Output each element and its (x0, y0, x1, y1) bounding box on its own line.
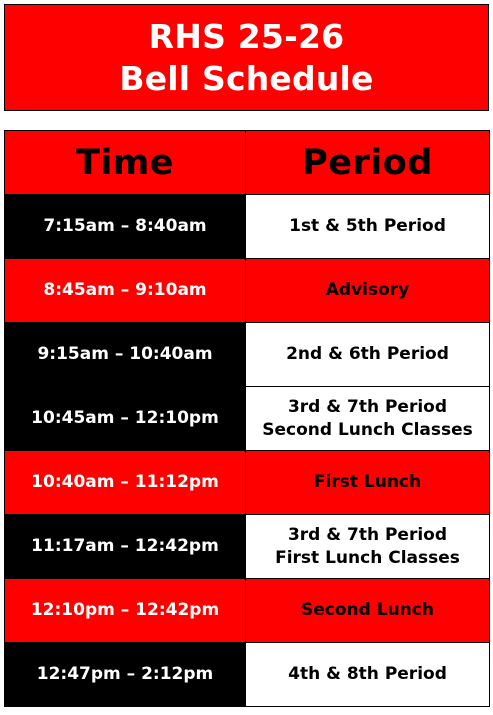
period-cell: 4th & 8th Period (246, 643, 490, 707)
title-bell-schedule: Bell Schedule (119, 58, 374, 98)
period-cell: Advisory (246, 259, 490, 323)
time-cell: 10:40am – 11:12pm (5, 451, 246, 515)
period-cell: Second Lunch (246, 579, 490, 643)
time-cell: 12:47pm – 2:12pm (5, 643, 246, 707)
table-row (5, 451, 490, 515)
time-cell: 9:15am – 10:40am (5, 323, 246, 387)
time-cell: 11:17am – 12:42pm (5, 515, 246, 579)
period-cell: 3rd & 7th Period Second Lunch Classes (246, 387, 490, 451)
period-cell: 2nd & 6th Period (246, 323, 490, 387)
table-row (5, 643, 490, 707)
period-cell: First Lunch (246, 451, 490, 515)
table-row (5, 195, 490, 259)
time-column-header: Time (5, 131, 246, 195)
period-cell: 1st & 5th Period (246, 195, 490, 259)
bell-schedule-table (4, 130, 490, 707)
time-cell: 12:10pm – 12:42pm (5, 579, 246, 643)
period-cell: 3rd & 7th Period First Lunch Classes (246, 515, 490, 579)
table-row (5, 579, 490, 643)
period-column-header: Period (246, 131, 490, 195)
table-row (5, 387, 490, 451)
table-row (5, 259, 490, 323)
time-cell: 8:45am – 9:10am (5, 259, 246, 323)
title-school-year: RHS 25-26 (148, 16, 345, 56)
time-cell: 7:15am – 8:40am (5, 195, 246, 259)
table-header-row (5, 131, 490, 195)
table-row (5, 323, 490, 387)
time-cell: 10:45am – 12:10pm (5, 387, 246, 451)
table-row (5, 515, 490, 579)
title-banner (4, 4, 489, 111)
